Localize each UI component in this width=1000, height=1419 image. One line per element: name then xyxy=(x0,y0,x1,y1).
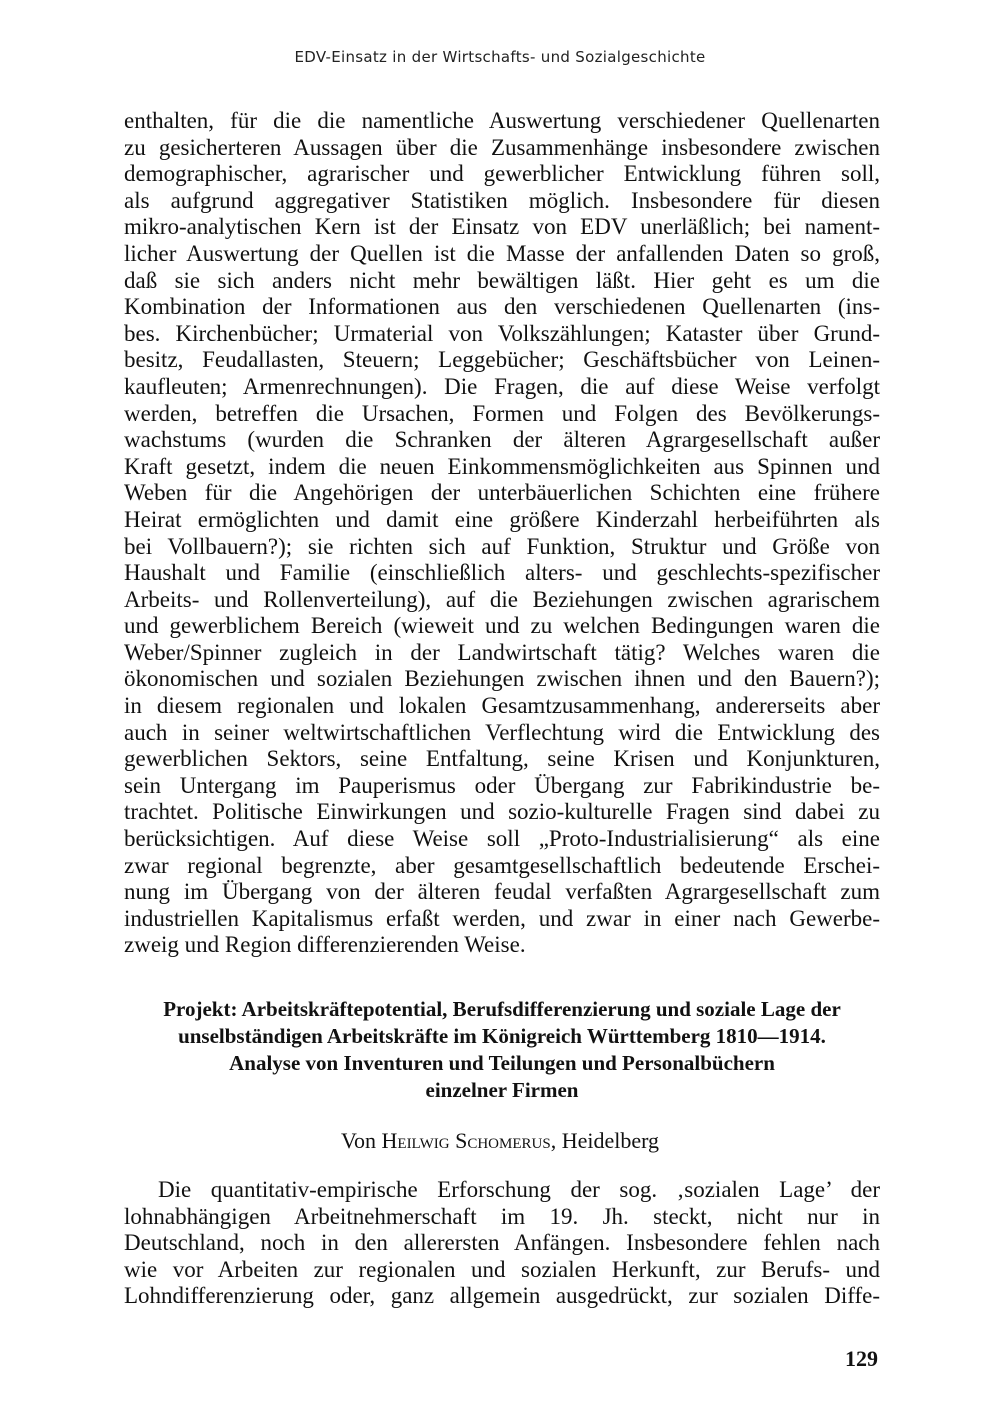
paragraph-1-line: bes. Kirchenbücher; Urmaterial von Volkszählungen; Kataster über Grund- xyxy=(124,320,880,346)
paragraph-2-line: lohnabhängigen Arbeitnehmerschaft im 19. Jh. steckt, nicht nur in xyxy=(124,1203,880,1229)
author-name: Heilwig Schomerus xyxy=(381,1128,551,1153)
paragraph-1-line: Weben für die Angehörigen der unterbäuerlichen Schichten eine frühere xyxy=(124,480,880,506)
paragraph-1-line: gewerblichen Sektors, seine Entfaltung, seine Krisen und Konjunkturen, xyxy=(124,746,880,772)
paragraph-1-line: als aufgrund aggregativer Statistiken möglich. Insbesondere für diesen xyxy=(124,187,880,213)
section-title-line: Analyse von Inventuren und Teilungen und Personalbüchern xyxy=(229,1051,775,1075)
paragraph-2-line: wie vor Arbeiten zur regionalen und sozialen Herkunft, zur Berufs- und xyxy=(124,1256,880,1282)
paragraph-1-line: nung im Übergang von der älteren feudal verfaßten Agrargesellschaft zum xyxy=(124,879,880,905)
running-head: EDV-Einsatz in der Wirtschafts- und Sozialgeschichte xyxy=(294,48,706,66)
author-prefix: Von xyxy=(340,1128,382,1153)
paragraph-1-line: zweig und Region differenzierenden Weise. xyxy=(124,932,526,958)
paragraph-1-line: licher Auswertung der Quellen ist die Masse der anfallenden Daten so groß, xyxy=(124,240,880,266)
paragraph-1-line: demographischer, agrarischer und gewerblicher Entwicklung führen soll, xyxy=(124,161,880,187)
paragraph-1-line: wachstums (wurden die Schranken der älteren Agrargesellschaft außer xyxy=(124,427,880,453)
paragraph-1-line: und gewerblichem Bereich (wieweit und zu welchen Bedingungen waren die xyxy=(124,613,880,639)
section-title-line: Projekt: Arbeitskräftepotential, Berufsdifferenzierung und soziale Lage der xyxy=(163,997,841,1021)
paragraph-1-line: auch in seiner weltwirtschaftlichen Verflechtung wird die Entwicklung des xyxy=(124,719,880,745)
paragraph-1-line: Kraft gesetzt, indem die neuen Einkommensmöglichkeiten aus Spinnen und xyxy=(124,453,880,479)
paragraph-1-line: trachtet. Politische Einwirkungen und sozio-kulturelle Fragen sind dabei zu xyxy=(124,799,880,825)
paragraph-1-line: Haushalt und Familie (einschließlich alters- und geschlechts-spezifischer xyxy=(124,560,880,586)
paragraph-1-line: Heirat ermöglichten und damit eine größere Kinderzahl herbeiführten als xyxy=(124,506,880,532)
paragraph-1-line: kaufleuten; Armenrechnungen). Die Fragen, die auf diese Weise verfolgt xyxy=(124,373,880,399)
paragraph-1-line: ökonomischen und sozialen Beziehungen zwischen ihnen und den Bauern?); xyxy=(124,666,880,692)
paragraph-1-line: besitz, Feudallasten, Steuern; Leggebücher; Geschäftsbücher von Leinen- xyxy=(124,347,880,373)
paragraph-1-line: zu gesicherteren Aussagen über die Zusammenhänge insbesondere zwischen xyxy=(124,134,880,160)
author-line xyxy=(0,1128,1000,1154)
section-title-line: einzelner Firmen xyxy=(425,1078,579,1102)
paragraph-1-line: mikro-analytischen Kern ist der Einsatz von EDV unerläßlich; bei nament- xyxy=(124,214,880,240)
page-number: 129 xyxy=(845,1346,878,1371)
paragraph-2-line: Lohndifferenzierung oder, ganz allgemein ausgedrückt, zur sozialen Diffe- xyxy=(124,1283,880,1309)
paragraph-1-line: enthalten, für die die namentliche Auswertung verschiedener Quellenarten xyxy=(124,108,880,133)
paragraph-2-line: Die quantitativ-empirische Erforschung der sog. ‚sozialen Lage’ der xyxy=(158,1177,880,1202)
paragraph-1-line: berücksichtigen. Auf diese Weise soll „Proto-Industrialisierung“ als eine xyxy=(124,826,880,852)
paragraph-1-line: industriellen Kapitalismus erfaßt werden, und zwar in einer nach Gewerbe- xyxy=(124,905,880,931)
paragraph-1 xyxy=(124,108,880,959)
paragraph-1-line: Arbeits- und Rollenverteilung), auf die Beziehungen zwischen agrarischem xyxy=(124,586,880,612)
paragraph-1-line: sein Untergang im Pauperismus oder Übergang zur Fabrikindustrie be- xyxy=(124,772,880,798)
paragraph-1-line: in diesem regionalen und lokalen Gesamtzusammenhang, andererseits aber xyxy=(124,693,880,719)
paragraph-2 xyxy=(124,1177,880,1310)
section-title-line: unselbständigen Arbeitskräfte im Königreich Württemberg 1810—1914. xyxy=(178,1024,826,1048)
paragraph-1-line: daß sie sich anders nicht mehr bewältigen läßt. Hier geht es um die xyxy=(124,267,880,293)
section-title xyxy=(124,996,880,1104)
author-affiliation: , Heidelberg xyxy=(550,1128,660,1153)
paragraph-1-line: zwar regional begrenzte, aber gesamtgesellschaftlich bedeutende Erschei- xyxy=(124,852,880,878)
paragraph-2-line: Deutschland, noch in den allerersten Anfängen. Insbesondere fehlen nach xyxy=(124,1230,880,1256)
paragraph-1-line: werden, betreffen die Ursachen, Formen und Folgen des Bevölkerungs- xyxy=(124,400,880,426)
paragraph-1-line: Weber/Spinner zugleich in der Landwirtschaft tätig? Welches waren die xyxy=(124,639,880,665)
paragraph-1-line: bei Vollbauern?); sie richten sich auf Funktion, Struktur und Größe von xyxy=(124,533,880,559)
paragraph-1-line: Kombination der Informationen aus den verschiedenen Quellenarten (ins- xyxy=(124,294,880,320)
